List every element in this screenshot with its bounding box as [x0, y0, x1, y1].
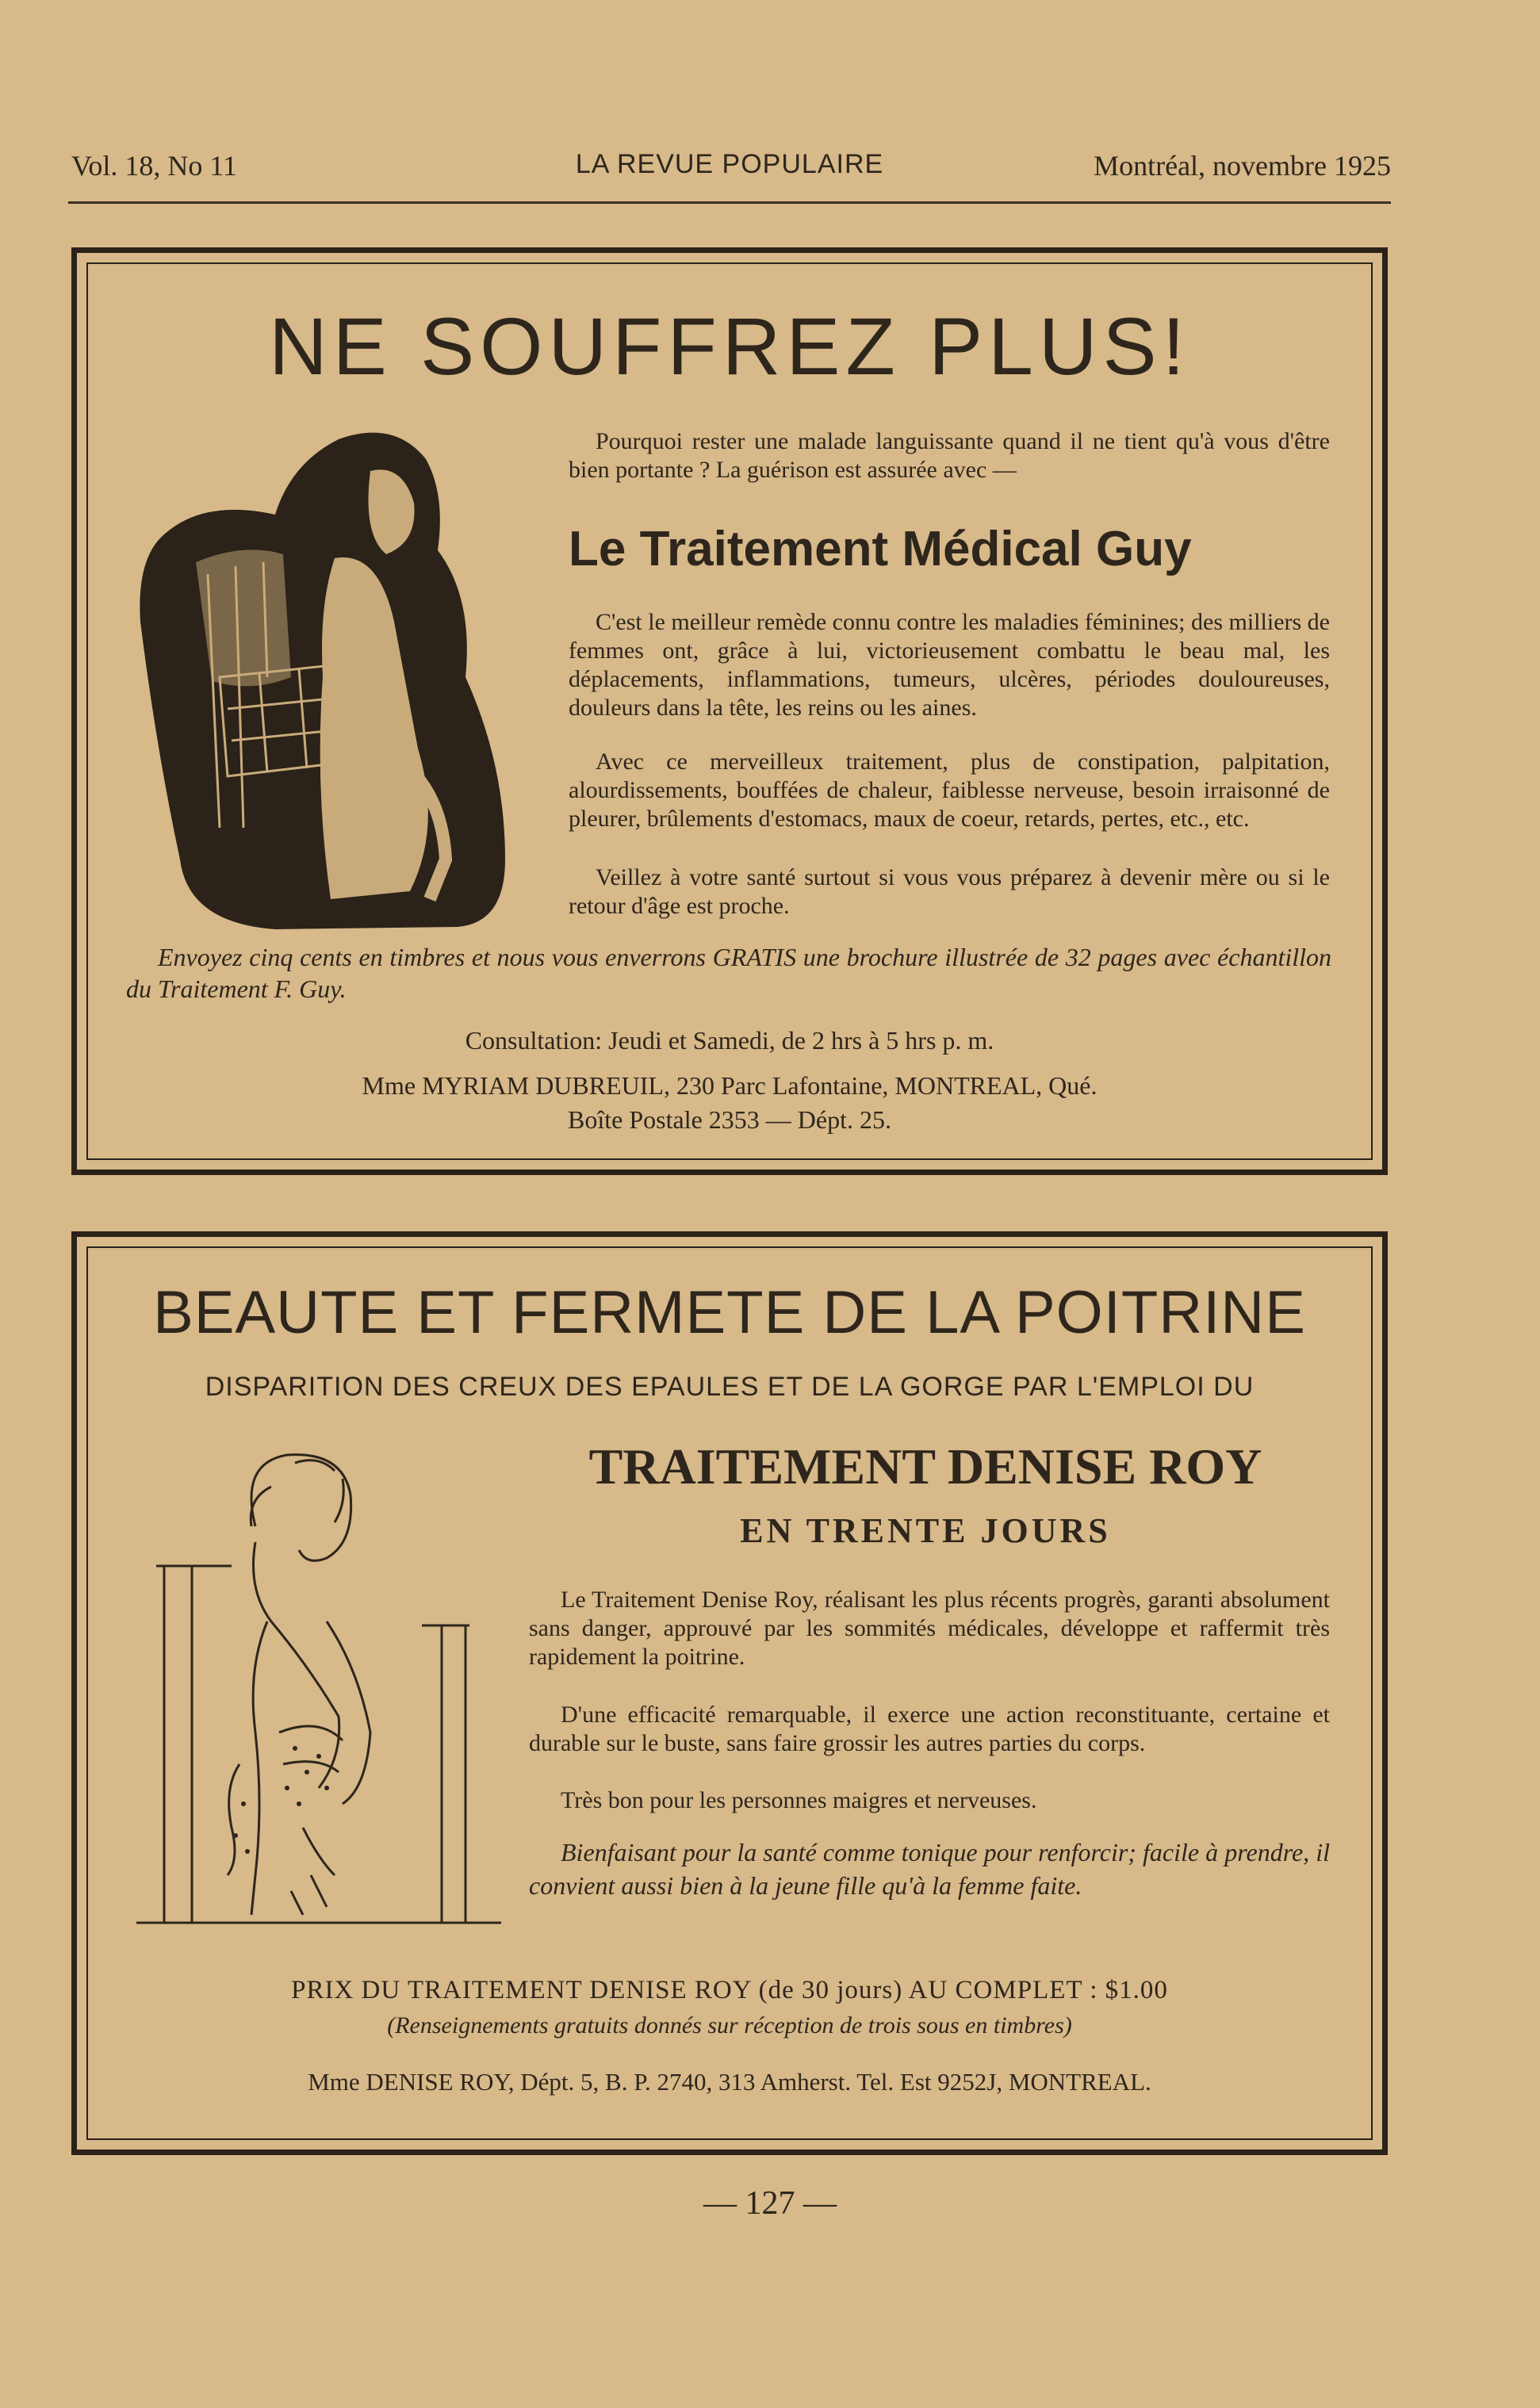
magazine-title: LA REVUE POPULAIRE	[575, 149, 884, 179]
ad2-body-paragraph-2: D'une efficacité remarquable, il exerce une action reconstituante, certaine et durable sur le buste, sans faire grossir les autres parties du corps.	[529, 1702, 1330, 1756]
ad2-tagline: Bienfaisant pour la santé comme tonique pour renforcir; facile à prendre, il convient aussi bien à la jeune fille qu'à la femme faite.	[529, 1838, 1330, 1900]
ad1-postbox: Boîte Postale 2353 — Dépt. 25.	[568, 1105, 891, 1134]
running-header	[68, 149, 1391, 197]
ad2-product-name: TRAITEMENT DENISE ROY	[588, 1438, 1262, 1495]
ad1-consultation-hours: Consultation: Jeudi et Samedi, de 2 hrs à 5 hrs p. m.	[465, 1026, 994, 1055]
ad-headline: BEAUTE ET FERMETE DE LA POITRINE	[153, 1279, 1306, 1346]
ad2-product-subtitle: EN TRENTE JOURS	[740, 1511, 1111, 1550]
ad1-body-paragraph-3: Veillez à votre santé surtout si vous vous préparez à devenir mère ou si le retour d'âge est proche.	[569, 864, 1330, 919]
ad2-price: PRIX DU TRAITEMENT DENISE ROY (de 30 jours) AU COMPLET : $1.00	[291, 1976, 1168, 2004]
ad1-body-paragraph-2: Avec ce merveilleux traitement, plus de constipation, palpitation, alourdissements, bouffées de chaleur, faiblesse nerveuse, besoin irraisonné de pleurer, brûlements d'estomacs, maux de coeur, retards, pertes, etc., etc.	[569, 748, 1330, 832]
ad1-address: Mme MYRIAM DUBREUIL, 230 Parc Lafontaine, MONTREAL, Qué.	[362, 1071, 1098, 1100]
header-rule	[68, 201, 1391, 204]
advertisement-traitement-guy	[71, 247, 1388, 1175]
advertisement-denise-roy	[71, 1231, 1388, 2155]
ad1-product-name: Le Traitement Médical Guy	[569, 522, 1192, 576]
ad2-info: (Renseignements gratuits donnés sur réception de trois sous en timbres)	[387, 2012, 1072, 2039]
volume-number: Vol. 18, No 11	[71, 150, 238, 182]
ad1-body-paragraph-1: C'est le meilleur remède connu contre les maladies féminines; des milliers de femmes ont, grâce à lui, victorieusement combattu le beau mal, les déplacements, inflammations, tumeurs, ulcères, périodes douloureuses, douleurs dans la tête, les reins ou les aines.	[569, 609, 1330, 721]
ad2-body-paragraph-3: Très bon pour les personnes maigres et nerveuses.	[561, 1787, 1037, 1813]
ad2-body-paragraph-1: Le Traitement Denise Roy, réalisant les plus récents progrès, garanti absolument sans danger, approuvé par les sommités médicales, développe et raffermit très rapidement la poitrine.	[529, 1587, 1330, 1670]
ad2-subheadline: DISPARITION DES CREUX DES EPAULES ET DE LA GORGE PAR L'EMPLOI DU	[205, 1372, 1255, 1402]
page-number: — 127 —	[703, 2185, 837, 2222]
ad1-offer-text: Envoyez cinq cents en timbres et nous vous enverrons GRATIS une brochure illustrée de 32 pages avec échantillon du Traitement F. Guy.	[126, 943, 1331, 1003]
woman-bust-sketch-illustration	[136, 1431, 517, 1970]
ad2-address: Mme DENISE ROY, Dépt. 5, B. P. 2740, 313 Amherst. Tel. Est 9252J, MONTREAL.	[308, 2068, 1151, 2096]
ad1-intro-text: Pourquoi rester une malade languissante quand il ne tient qu'à vous d'être bien portante ? La guérison est assurée avec —	[569, 428, 1330, 483]
seated-woman-illustration	[132, 415, 513, 931]
issue-date: Montréal, novembre 1925	[1094, 150, 1391, 182]
ad-headline: NE SOUFFREZ PLUS!	[269, 301, 1190, 392]
